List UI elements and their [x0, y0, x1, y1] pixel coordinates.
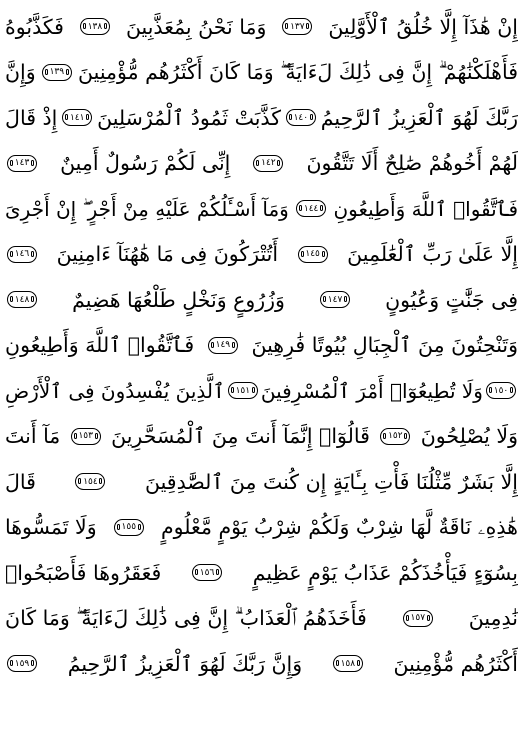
- ayah-number-marker: ١٥٧: [403, 610, 433, 627]
- ayah-number-marker: ١٤٤: [296, 200, 326, 217]
- verse-text: وَلَا تَمَسُّوهَا: [5, 515, 97, 539]
- ayah-number-marker: ١٥٩: [7, 655, 37, 672]
- verse-line: [5, 459, 518, 505]
- verse-text: وَلَا يُصْلِحُونَ: [420, 424, 518, 448]
- verse-text: وَمَآ أَسْـَٔلُكُمْ عَلَيْهِ مِنْ أَجْرٍ ۖ إِنْ أَجْرِىَ: [5, 196, 289, 221]
- ayah-number-marker: ١٤٢: [253, 155, 283, 172]
- ayah-number-marker: ١٥٣: [71, 428, 101, 445]
- ayah-number-marker: ١٣٧: [282, 18, 312, 35]
- verse-line: [5, 141, 518, 187]
- verse-line: [5, 641, 518, 687]
- verse-text: إِذْ قَالَ: [5, 105, 58, 130]
- ayah-number-marker: ١٤٠: [286, 109, 316, 126]
- verse-text: قَالَ: [5, 469, 36, 494]
- ayah-number-marker: ١٥٠: [486, 382, 516, 399]
- verse-line: [5, 186, 518, 232]
- verse-text: فَأَخَذَهُمُ ٱلْعَذَابُ ۗ إِنَّ فِى ذَٰلِكَ لَءَايَةً ۖ وَمَا كَانَ: [5, 606, 367, 630]
- ayah-number-marker: ١٥٦: [192, 564, 222, 581]
- verse-line: [5, 368, 518, 414]
- verse-text: فَعَقَرُوهَا فَأَصْبَحُوا۟: [5, 560, 162, 585]
- verse-line: [5, 323, 518, 369]
- verse-text: مَآ أَنتَ: [5, 424, 61, 448]
- ayah-number-marker: ١٥٨: [333, 655, 363, 672]
- verse-line: [5, 232, 518, 278]
- verse-text: هَٰذِهِۦ نَاقَةٌ لَّهَا شِرْبٌ وَلَكُمْ شِرْبُ يَوْمٍ مَّعْلُومٍ: [160, 515, 518, 539]
- verse-line: [5, 505, 518, 551]
- verse-line: [5, 550, 518, 596]
- ayah-number-marker: ١٤٧: [320, 291, 350, 308]
- verse-text: إِنِّى لَكُمْ رَسُولٌ أَمِينٌ: [60, 151, 231, 175]
- verse-text: بِسُوٓءٍ فَيَأْخُذَكُمْ عَذَابُ يَوْمٍ عَظِيمٍ: [252, 560, 518, 585]
- verse-text: أَتُتْرَكُونَ فِى مَا هَٰهُنَآ ءَامِنِينَ: [56, 242, 279, 266]
- verse-text: قَالُوٓا۟ إِنَّمَآ أَنتَ مِنَ ٱلْمُسَحَّرِينَ: [111, 424, 370, 448]
- verse-text: وَإِنَّ: [5, 60, 36, 84]
- verse-text: ٱلَّذِينَ يُفْسِدُونَ فِى ٱلْأَرْضِ: [5, 378, 225, 403]
- ayah-number-marker: ١٤٨: [7, 291, 37, 308]
- verse-line: [5, 414, 518, 460]
- verse-line: [5, 95, 518, 141]
- ayah-number-marker: ١٤٥: [298, 246, 328, 263]
- ayah-number-marker: ١٤٩: [208, 337, 238, 354]
- ayah-number-marker: ١٤١: [62, 109, 92, 126]
- verse-text: فِى جَنَّٰتٍ وَعُيُونٍ: [385, 287, 518, 312]
- ayah-number-marker: ١٤٦: [7, 246, 37, 263]
- ayah-number-marker: ١٣٩: [42, 64, 72, 81]
- verse-text: أَكْثَرُهُم مُّؤْمِنِينَ: [393, 651, 518, 676]
- verse-text: فَكَذَّبُوهُ: [5, 14, 64, 39]
- verse-line: [5, 50, 518, 96]
- verse-text: وَلَا تُطِيعُوٓا۟ أَمْرَ ٱلْمُسْرِفِينَ: [260, 378, 483, 403]
- verse-text: فَٱتَّقُوا۟ ٱللَّهَ وَأَطِيعُونِ: [333, 196, 518, 221]
- verse-text: وَإِنَّ رَبَّكَ لَهُوَ ٱلْعَزِيزُ ٱلرَّحِيمُ: [67, 651, 303, 676]
- verse-text: رَبَّكَ لَهُوَ ٱلْعَزِيزُ ٱلرَّحِيمُ: [320, 105, 518, 130]
- verse-text: فَٱتَّقُوا۟ ٱللَّهَ وَأَطِيعُونِ: [5, 333, 195, 357]
- verse-line: [5, 4, 518, 50]
- verse-text: نَٰدِمِينَ: [468, 606, 518, 630]
- verse-text: لَهُمْ أَخُوهُمْ صَٰلِحٌ أَلَا تَتَّقُونَ: [306, 151, 518, 175]
- verse-line: [5, 596, 518, 642]
- verse-text: فَأَهْلَكْنَٰهُمْ ۗ إِنَّ فِى ذَٰلِكَ لَءَايَةً ۖ وَمَا كَانَ أَكْثَرُهُم مُّؤْمِنِينَ: [78, 60, 518, 84]
- ayah-number-marker: ١٥١: [228, 382, 258, 399]
- verse-text: كَذَّبَتْ ثَمُودُ ٱلْمُرْسَلِينَ: [97, 105, 281, 130]
- ayah-number-marker: ١٥٥: [114, 519, 144, 536]
- verse-text: وَزُرُوعٍ وَنَخْلٍ طَلْعُهَا هَضِيمٌ: [72, 287, 285, 312]
- verse-text: وَمَا نَحْنُ بِمُعَذَّبِينَ: [125, 14, 267, 39]
- ayah-number-marker: ١٣٨: [80, 18, 110, 35]
- verse-text: إِنْ هَٰذَآ إِلَّا خُلُقُ ٱلْأَوَّلِينَ: [328, 14, 518, 39]
- verse-text: إِلَّا بَشَرٌ مِّثْلُنَا فَأْتِ بِـَٔايَةٍ إِن كُنتَ مِنَ ٱلصَّٰدِقِينَ: [144, 469, 518, 494]
- verse-line: [5, 277, 518, 323]
- ayah-number-marker: ١٤٣: [7, 155, 37, 172]
- ayah-number-marker: ١٥٢: [380, 428, 410, 445]
- ayah-number-marker: ١٥٤: [75, 473, 105, 490]
- verse-text: إِلَّا عَلَىٰ رَبِّ ٱلْعَٰلَمِينَ: [347, 242, 518, 266]
- verse-text: وَتَنْحِتُونَ مِنَ ٱلْجِبَالِ بُيُوتًا فَٰرِهِينَ: [251, 333, 518, 357]
